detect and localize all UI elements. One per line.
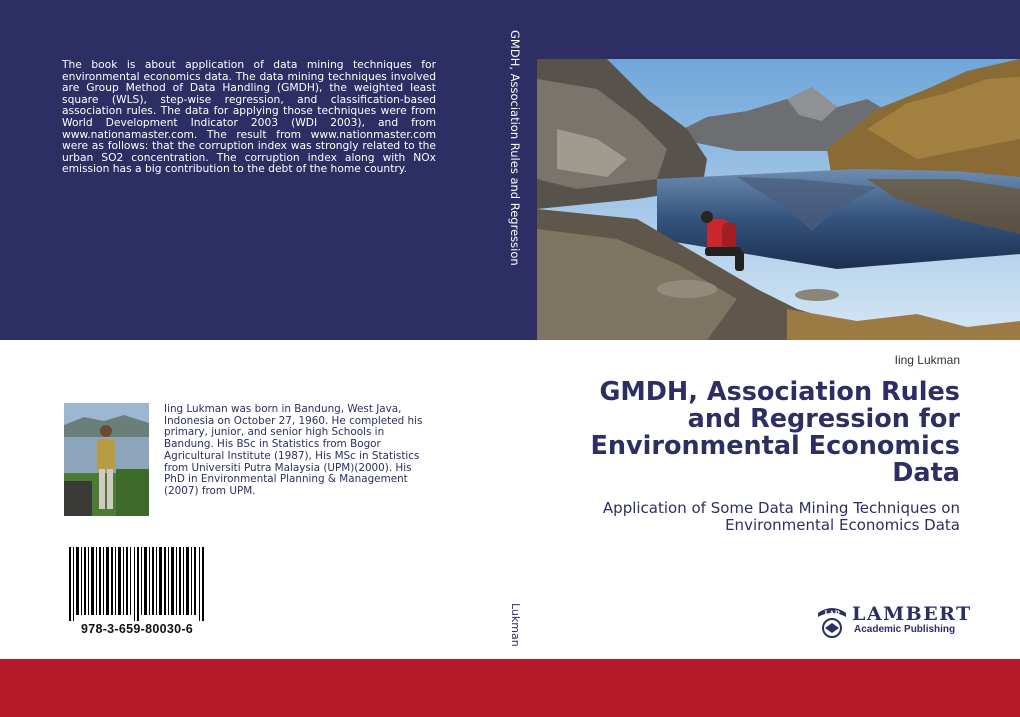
cover-photo: [537, 59, 1020, 340]
author-portrait: [64, 403, 149, 516]
isbn-barcode: [69, 547, 205, 621]
author-portrait-photo-icon: [64, 403, 149, 516]
lap-emblem-icon: [812, 603, 852, 641]
author-bio: Iing Lukman was born in Bandung, West Java, Indonesia on October 27, 1960. He completed his primary, junior, and senior high Schools in Bandung. His BSc in Statistics from Bogor Agricultural Institute (1987), His MSc in Statistics from Universiti Putra Malaysia (UPM)(2000). His PhD in Environmental Planning & Management (2007) from UPM.: [164, 403, 423, 497]
spine-author: Lukman: [509, 603, 522, 647]
back-cover-blurb: The book is about application of data mining techniques for environmental economics data. The data mining techniques involved are Group Method of Data Handling (GMDH), the weighted least square (WLS), step-wise regression, and classification-based association rules. The data for applying those techniques were from World Development Indicator 2003 (WDI 2003), and from www.nationamaster.com. The result from www.nationmaster.com were as follows: that the corruption index was strongly related to the urban SO2 concentration. The corruption index along with NOx emission has a big contribution to the debt of the home country.: [62, 58, 436, 176]
publisher-subtitle: Academic Publishing: [854, 624, 956, 635]
isbn-barcode-icon: [69, 547, 205, 621]
front-cover-author: Iing Lukman: [894, 353, 960, 367]
bottom-red-band: [0, 659, 1020, 717]
book-subtitle: Application of Some Data Mining Techniques on Environmental Economics Data: [602, 499, 960, 534]
book-title: GMDH, Association Rules and Regression for Environmental Economics Data: [590, 377, 960, 488]
spine-title: GMDH, Association Rules and Regression: [508, 30, 522, 266]
publisher-name: LAMBERT: [852, 603, 972, 625]
logo-emblem-letters: LAP: [824, 609, 840, 618]
mountain-lake-hiker-photo-icon: [537, 59, 1020, 340]
isbn-number: 978-3-659-80030-6: [80, 622, 194, 636]
